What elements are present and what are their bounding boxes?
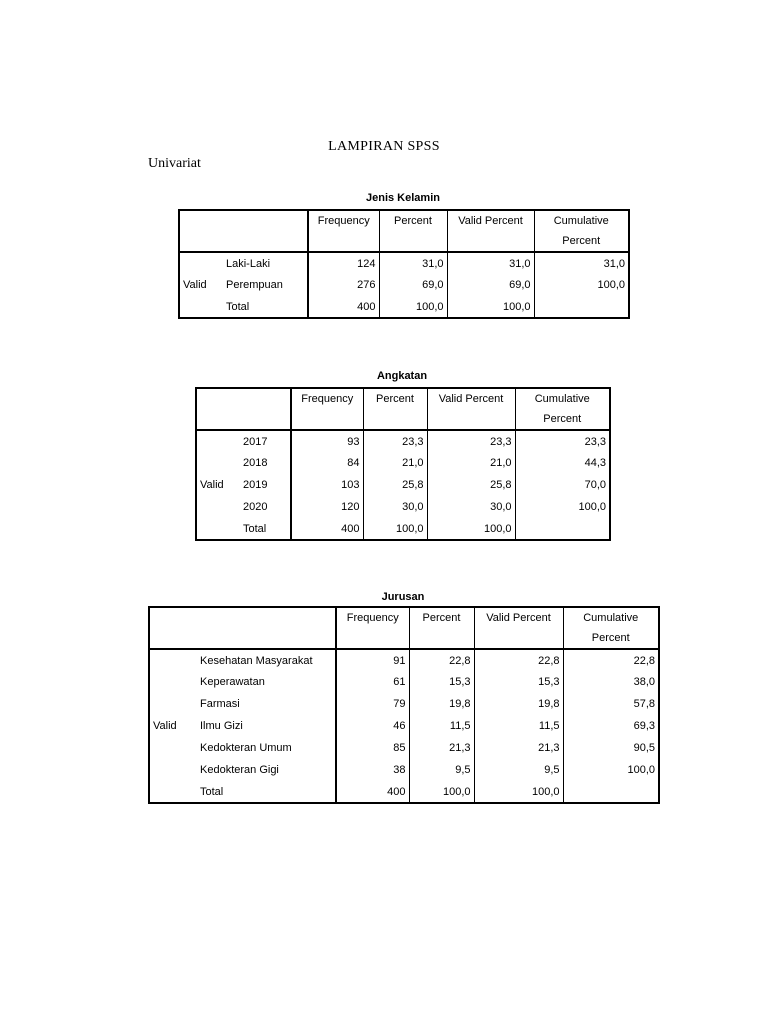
cell-valid-percent: 25,8 bbox=[427, 474, 515, 496]
table-caption: Jurusan bbox=[381, 591, 425, 603]
header-frequency: Frequency bbox=[291, 388, 363, 430]
row-group-label: Valid bbox=[200, 479, 224, 491]
cell-valid-percent: 100,0 bbox=[427, 518, 515, 540]
cell-valid-percent: 21,0 bbox=[427, 452, 515, 474]
cell-valid-percent: 31,0 bbox=[447, 252, 534, 274]
cell-frequency: 400 bbox=[308, 296, 379, 318]
row-label: Perempuan bbox=[223, 274, 308, 296]
table-row bbox=[149, 649, 659, 671]
cell-percent: 100,0 bbox=[363, 518, 427, 540]
table-row bbox=[179, 252, 629, 274]
cell-cumulative-percent: 31,0 bbox=[603, 257, 625, 270]
cell-frequency: 400 bbox=[291, 518, 363, 540]
cell-percent: 9,5 bbox=[409, 759, 474, 781]
cell-valid-percent: 22,8 bbox=[474, 649, 563, 671]
header-cumulative-percent: Cumulative Percent bbox=[515, 388, 610, 430]
row-label: 2020 bbox=[240, 496, 291, 518]
cell-valid-percent: 21,3 bbox=[474, 737, 563, 759]
row-group-label: Valid bbox=[183, 279, 207, 291]
header-cumulative-percent: Cumulative Percent bbox=[563, 607, 659, 649]
cell-frequency: 103 bbox=[291, 474, 363, 496]
table-row bbox=[196, 430, 610, 452]
row-label: 2017 bbox=[240, 430, 291, 452]
cell-valid-percent: 15,3 bbox=[474, 671, 563, 693]
cell-frequency: 85 bbox=[336, 737, 409, 759]
cell-cumulative-percent: 38,0 bbox=[633, 676, 655, 688]
cell-cumulative-percent bbox=[534, 296, 629, 318]
frequency-table bbox=[148, 606, 660, 804]
table-row bbox=[196, 496, 610, 518]
cell-cumulative-percent: 100,0 bbox=[627, 764, 655, 776]
cell-cumulative-percent: 44,3 bbox=[584, 457, 606, 469]
row-group-label: Valid bbox=[153, 720, 177, 732]
row-label: Kedokteran Umum bbox=[197, 737, 336, 759]
row-label: Kesehatan Masyarakat bbox=[197, 649, 336, 671]
table-row bbox=[179, 274, 629, 296]
table-row bbox=[149, 671, 659, 693]
header-frequency: Frequency bbox=[336, 607, 409, 649]
cell-frequency: 124 bbox=[308, 252, 379, 274]
row-label: Laki-Laki bbox=[223, 252, 308, 274]
cell-frequency: 276 bbox=[308, 274, 379, 296]
header-percent: Percent bbox=[363, 388, 427, 430]
table-row bbox=[149, 715, 659, 737]
cell-frequency: 79 bbox=[336, 693, 409, 715]
cell-cumulative-percent: 23,3 bbox=[584, 435, 606, 448]
cell-percent: 15,3 bbox=[409, 671, 474, 693]
table-jenis-kelamin bbox=[178, 192, 628, 318]
table-caption: Jenis Kelamin bbox=[366, 192, 440, 204]
cell-cumulative-percent: 69,3 bbox=[633, 720, 655, 732]
cell-frequency: 61 bbox=[336, 671, 409, 693]
table-row bbox=[196, 452, 610, 474]
row-label: Ilmu Gizi bbox=[197, 715, 336, 737]
table-caption: Angkatan bbox=[376, 370, 428, 382]
header-valid-percent: Valid Percent bbox=[447, 210, 534, 252]
cell-percent: 19,8 bbox=[409, 693, 474, 715]
table-row bbox=[149, 693, 659, 715]
cell-valid-percent: 30,0 bbox=[427, 496, 515, 518]
cell-frequency: 84 bbox=[291, 452, 363, 474]
cell-cumulative-percent bbox=[563, 781, 659, 803]
cell-frequency: 91 bbox=[336, 649, 409, 671]
table-row bbox=[149, 781, 659, 803]
cell-frequency: 38 bbox=[336, 759, 409, 781]
header-corner bbox=[179, 210, 308, 252]
cell-frequency: 93 bbox=[291, 430, 363, 452]
cell-valid-percent: 19,8 bbox=[474, 693, 563, 715]
row-label: Farmasi bbox=[197, 693, 336, 715]
header-percent: Percent bbox=[379, 210, 447, 252]
section-heading: Univariat bbox=[148, 156, 201, 171]
header-percent: Percent bbox=[409, 607, 474, 649]
cell-valid-percent: 23,3 bbox=[427, 430, 515, 452]
cell-valid-percent: 11,5 bbox=[474, 715, 563, 737]
row-label: 2018 bbox=[240, 452, 291, 474]
table-row bbox=[196, 474, 610, 496]
table-row bbox=[149, 737, 659, 759]
cell-percent: 31,0 bbox=[379, 252, 447, 274]
row-label: Total bbox=[223, 296, 308, 318]
cell-percent: 11,5 bbox=[409, 715, 474, 737]
header-valid-percent: Valid Percent bbox=[474, 607, 563, 649]
cell-cumulative-percent: 100,0 bbox=[597, 279, 625, 291]
cell-cumulative-percent: 57,8 bbox=[633, 698, 655, 710]
cell-percent: 100,0 bbox=[379, 296, 447, 318]
cell-frequency: 46 bbox=[336, 715, 409, 737]
header-cumulative-percent: Cumulative Percent bbox=[534, 210, 629, 252]
cell-percent: 100,0 bbox=[409, 781, 474, 803]
cell-cumulative-percent: 70,0 bbox=[584, 479, 606, 491]
header-valid-percent: Valid Percent bbox=[427, 388, 515, 430]
header-corner bbox=[149, 607, 336, 649]
cell-percent: 23,3 bbox=[363, 430, 427, 452]
cell-percent: 69,0 bbox=[379, 274, 447, 296]
row-label: Total bbox=[240, 518, 291, 540]
cell-percent: 21,0 bbox=[363, 452, 427, 474]
frequency-table bbox=[178, 209, 630, 319]
row-label: 2019 bbox=[240, 474, 291, 496]
cell-cumulative-percent: 22,8 bbox=[633, 654, 655, 667]
table-row bbox=[149, 759, 659, 781]
cell-frequency: 400 bbox=[336, 781, 409, 803]
cell-valid-percent: 69,0 bbox=[447, 274, 534, 296]
table-row bbox=[196, 518, 610, 540]
frequency-table bbox=[195, 387, 611, 541]
table-jurusan bbox=[148, 591, 658, 805]
cell-valid-percent: 100,0 bbox=[447, 296, 534, 318]
header-corner bbox=[196, 388, 291, 430]
header-frequency: Frequency bbox=[308, 210, 379, 252]
cell-percent: 22,8 bbox=[409, 649, 474, 671]
page-title: LAMPIRAN SPSS bbox=[328, 139, 440, 154]
cell-valid-percent: 100,0 bbox=[474, 781, 563, 803]
row-label: Kedokteran Gigi bbox=[197, 759, 336, 781]
cell-percent: 25,8 bbox=[363, 474, 427, 496]
cell-cumulative-percent: 100,0 bbox=[578, 501, 606, 513]
cell-cumulative-percent: 90,5 bbox=[633, 742, 655, 754]
cell-percent: 21,3 bbox=[409, 737, 474, 759]
row-label: Keperawatan bbox=[197, 671, 336, 693]
cell-cumulative-percent bbox=[515, 518, 610, 540]
table-row bbox=[179, 296, 629, 318]
cell-frequency: 120 bbox=[291, 496, 363, 518]
table-angkatan bbox=[195, 370, 609, 540]
cell-percent: 30,0 bbox=[363, 496, 427, 518]
cell-valid-percent: 9,5 bbox=[474, 759, 563, 781]
row-label: Total bbox=[197, 781, 336, 803]
